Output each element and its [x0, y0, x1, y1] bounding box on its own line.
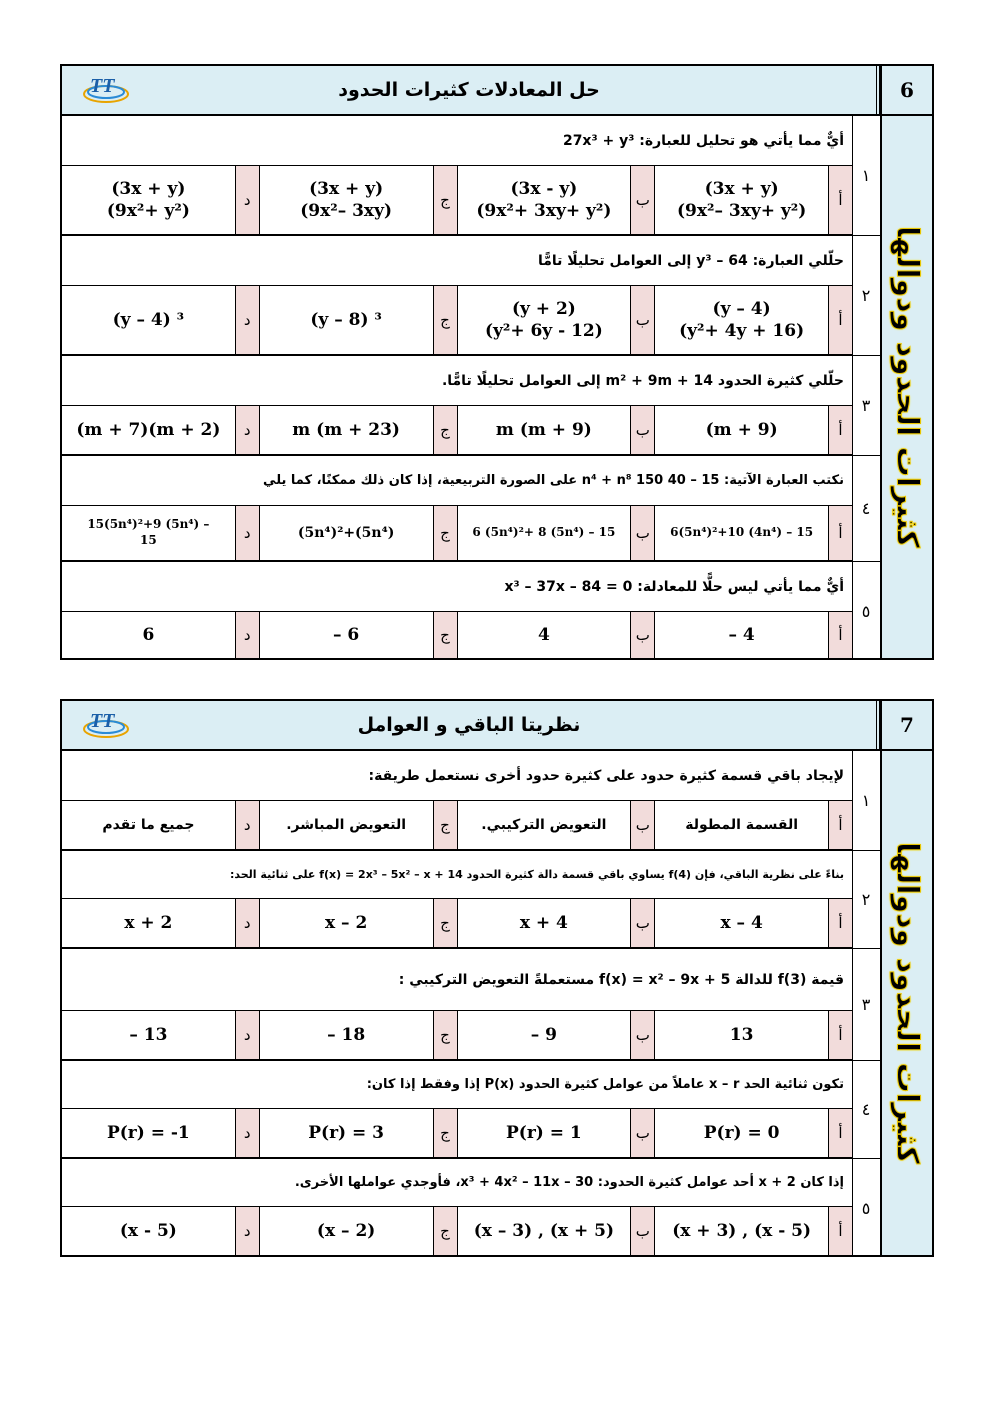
option-label: أ: [828, 1109, 852, 1157]
option-label: ب: [630, 286, 654, 354]
option-a[interactable]: [654, 166, 828, 234]
option-line: m (m + 23): [292, 419, 400, 440]
option-b[interactable]: [457, 1207, 631, 1255]
option-b[interactable]: [457, 1109, 631, 1157]
option-b[interactable]: [457, 801, 631, 849]
answer-row: [62, 1207, 852, 1255]
section-title: [62, 701, 880, 749]
logo-icon: [82, 707, 130, 743]
option-line: جميع ما تقدم: [102, 816, 195, 833]
section-number: 6: [880, 66, 932, 114]
question-number: ٥: [861, 601, 871, 621]
option-b[interactable]: [457, 406, 631, 454]
option-a[interactable]: [654, 612, 828, 658]
option-label: ب: [630, 166, 654, 234]
question-text: أيٌّ مما يأتي هو تحليل للعبارة: 27x³ + y³: [62, 116, 852, 166]
option-line: (y²+ 6y - 12): [484, 321, 603, 341]
option-d[interactable]: [62, 506, 235, 560]
option-label: أ: [828, 406, 852, 454]
option-d[interactable]: [62, 166, 235, 234]
side-banner: [880, 751, 932, 1255]
option-label: د: [235, 1011, 259, 1059]
option-c[interactable]: [259, 1207, 433, 1255]
svg-text:TT: TT: [90, 710, 115, 732]
option-line: – 13: [129, 1024, 168, 1045]
option-b[interactable]: [457, 1011, 631, 1059]
option-line: 6: [142, 624, 155, 645]
question-number: ١: [852, 751, 880, 851]
option-c[interactable]: [259, 406, 433, 454]
option-a[interactable]: [654, 1109, 828, 1157]
answer-row: [62, 506, 852, 562]
option-label: ج: [433, 801, 457, 849]
option-b[interactable]: [457, 506, 631, 560]
option-d[interactable]: [62, 612, 235, 658]
option-line: (3x - y): [510, 178, 578, 199]
option-line: (9x²– 3xy): [300, 201, 392, 221]
option-line: (y – 4) ³: [112, 309, 185, 330]
option-label: د: [235, 1207, 259, 1255]
option-label: ج: [433, 166, 457, 234]
option-c[interactable]: [259, 1109, 433, 1157]
side-banner: [880, 116, 932, 658]
option-label: أ: [828, 612, 852, 658]
option-line: P(r) = -1: [106, 1122, 190, 1143]
option-a[interactable]: [654, 286, 828, 354]
option-line: P(r) = 1: [506, 1122, 582, 1143]
option-label: د: [235, 899, 259, 947]
option-line: (m + 9): [705, 419, 778, 440]
question-number: ٢: [852, 236, 880, 356]
section-title-text: نظريتا الباقي و العوامل: [357, 714, 581, 736]
option-c[interactable]: [259, 166, 433, 234]
option-line: (y – 4): [712, 298, 771, 319]
option-d[interactable]: [62, 899, 235, 947]
option-label: أ: [828, 506, 852, 560]
section-header: [62, 701, 932, 751]
option-line: (9x²+ 3xy+ y²): [476, 201, 612, 221]
option-line: (y + 2): [511, 298, 576, 319]
option-label: د: [235, 506, 259, 560]
option-line: P(r) = 0: [703, 1122, 780, 1143]
section-number: 7: [880, 701, 932, 749]
question-text: لإيجاد باقي قسمة كثيرة حدود على كثيرة حدود أخرى نستعمل طريقة:: [62, 751, 852, 801]
option-label: ب: [630, 899, 654, 947]
option-label: أ: [828, 1011, 852, 1059]
option-c[interactable]: [259, 612, 433, 658]
option-label: ج: [433, 286, 457, 354]
question-number: ٤: [852, 456, 880, 562]
option-line: P(r) = 3: [308, 1122, 384, 1143]
answer-row: [62, 801, 852, 851]
option-label: ب: [630, 506, 654, 560]
option-b[interactable]: [457, 612, 631, 658]
option-a[interactable]: [654, 406, 828, 454]
option-line: – 6: [333, 624, 360, 645]
option-line: (3x + y): [309, 178, 384, 199]
answer-row: [62, 1011, 852, 1061]
option-line: (x + 3) , (x - 5): [672, 1220, 812, 1241]
section-title-text: حل المعادلات كثيرات الحدود: [338, 79, 600, 101]
option-line: التعويض المباشر.: [286, 816, 407, 833]
option-line: 4: [537, 624, 550, 645]
question-number: ٥: [861, 1198, 871, 1218]
question-text: تكون ثنائية الحد x – r عاملاً من عوامل كثيرة الحدود P(x) إذا وفقط إذا كان:: [62, 1061, 852, 1109]
option-label: ب: [630, 1207, 654, 1255]
option-line: – 4: [728, 624, 755, 645]
option-line: (x - 5): [119, 1220, 177, 1241]
option-line: القسمة المطولة: [685, 816, 798, 833]
option-line: 15: [140, 533, 157, 547]
option-label: أ: [828, 899, 852, 947]
option-line: (5n⁴)²+(5n⁴): [297, 524, 395, 541]
option-label: ج: [433, 612, 457, 658]
option-line: (x – 2): [316, 1220, 376, 1241]
question-text: بناءً على نظرية الباقي، فإن f(4) يساوي باقي قسمة دالة كثيرة الحدود f(x) = 2x³ – 5x² – x + 14 على ثنائية الحد:: [62, 851, 852, 899]
option-label: ب: [630, 612, 654, 658]
option-line: x – 4: [720, 912, 763, 933]
option-label: د: [235, 612, 259, 658]
question-number: ٢: [852, 851, 880, 949]
logo-icon: [82, 72, 130, 108]
option-line: (9x²+ y²): [106, 201, 190, 221]
option-b[interactable]: [457, 166, 631, 234]
question-number: ٣: [852, 949, 880, 1061]
question-text: حلّلي العبارة: 64 – y³ إلى العوامل تحليلًا تامًّا: [62, 236, 852, 286]
question-number-column: [852, 116, 880, 658]
option-line: 6 (5n⁴)²+ 8 (5n⁴) – 15: [472, 525, 616, 540]
option-line: x – 2: [324, 912, 368, 933]
option-d[interactable]: [62, 1109, 235, 1157]
option-line: (m + 7)(m + 2): [76, 419, 221, 440]
option-c[interactable]: [259, 506, 433, 560]
option-label: ب: [630, 801, 654, 849]
option-label: ج: [433, 406, 457, 454]
option-d[interactable]: [62, 1011, 235, 1059]
option-b[interactable]: [457, 286, 631, 354]
option-d[interactable]: [62, 406, 235, 454]
option-line: (y – 8) ³: [310, 309, 382, 330]
option-label: أ: [828, 1207, 852, 1255]
answer-row: [62, 406, 852, 456]
option-label: د: [235, 406, 259, 454]
side-banner-text: كثيرات الحدود ودوالها: [889, 226, 925, 548]
question-number: ١: [852, 116, 880, 236]
question-text: حلّلي كثيرة الحدود m² + 9m + 14 إلى العوامل تحليلًا تامًّا.: [62, 356, 852, 406]
section-header: [62, 66, 932, 116]
option-b[interactable]: [457, 899, 631, 947]
question-number: ٣: [852, 356, 880, 456]
option-d[interactable]: [62, 801, 235, 849]
option-label: ب: [630, 1011, 654, 1059]
option-c[interactable]: [259, 286, 433, 354]
option-line: التعويض التركيبي.: [481, 816, 607, 833]
option-label: ج: [433, 1011, 457, 1059]
answer-row: [62, 1109, 852, 1159]
option-label: د: [235, 286, 259, 354]
answer-row: [62, 166, 852, 236]
option-label: أ: [828, 286, 852, 354]
side-banner-text: كثيرات الحدود ودوالها: [889, 842, 925, 1164]
option-line: 13: [729, 1024, 754, 1045]
section-block-6: [60, 64, 934, 660]
question-text: إذا كان x + 2 أحد عوامل كثيرة الحدود: x³ + 4x² – 11x – 30، فأوجدي عواملها الأخرى.: [62, 1159, 852, 1207]
option-label: ب: [630, 406, 654, 454]
option-line: x + 2: [124, 912, 173, 933]
option-a[interactable]: [654, 1011, 828, 1059]
option-line: 6(5n⁴)²+10 (4n⁴) – 15: [670, 525, 814, 540]
option-line: – 18: [327, 1024, 366, 1045]
answer-row: [62, 612, 852, 658]
option-line: (9x²– 3xy+ y²): [677, 201, 807, 221]
question-text: أيٌّ مما يأتي ليس حلًّا للمعادلة: x³ – 37x – 84 = 0: [62, 562, 852, 612]
option-label: أ: [828, 801, 852, 849]
section-title: [62, 66, 880, 114]
question-number-column: [852, 751, 880, 1255]
option-label: ج: [433, 899, 457, 947]
question-text: نكتب العبارة الآتية: 15 – 40 n⁴ + n⁸ 150 على الصورة التربيعية، إذا كان ذلك ممكنًا، كما يلي: [62, 456, 852, 506]
option-label: د: [235, 166, 259, 234]
option-a[interactable]: [654, 899, 828, 947]
option-d[interactable]: [62, 286, 235, 354]
option-label: أ: [828, 166, 852, 234]
question-number: ٤: [852, 1061, 880, 1159]
svg-text:TT: TT: [90, 75, 115, 97]
option-line: (y²+ 4y + 16): [679, 321, 805, 341]
option-label: د: [235, 801, 259, 849]
option-a[interactable]: [654, 801, 828, 849]
option-line: m (m + 9): [495, 419, 592, 440]
option-label: د: [235, 1109, 259, 1157]
option-label: ب: [630, 1109, 654, 1157]
option-label: ج: [433, 506, 457, 560]
option-label: ج: [433, 1109, 457, 1157]
option-line: (3x + y): [704, 178, 779, 199]
answer-row: [62, 286, 852, 356]
option-c[interactable]: [259, 1011, 433, 1059]
option-a[interactable]: [654, 1207, 828, 1255]
option-d[interactable]: [62, 1207, 235, 1255]
option-line: (x – 3) , (x + 5): [473, 1220, 615, 1241]
option-line: 15(5n⁴)²+9 (5n⁴) –: [87, 517, 210, 532]
option-line: x + 4: [519, 912, 568, 933]
option-label: ج: [433, 1207, 457, 1255]
option-line: (3x + y): [111, 178, 186, 199]
option-c[interactable]: [259, 899, 433, 947]
option-line: – 9: [530, 1024, 557, 1045]
answer-row: [62, 899, 852, 949]
question-text: قيمة f(3) للدالة f(x) = x² – 9x + 5 مستعملةً التعويض التركيبي :: [62, 949, 852, 1011]
section-block-7: [60, 699, 934, 1257]
option-c[interactable]: [259, 801, 433, 849]
option-a[interactable]: [654, 506, 828, 560]
